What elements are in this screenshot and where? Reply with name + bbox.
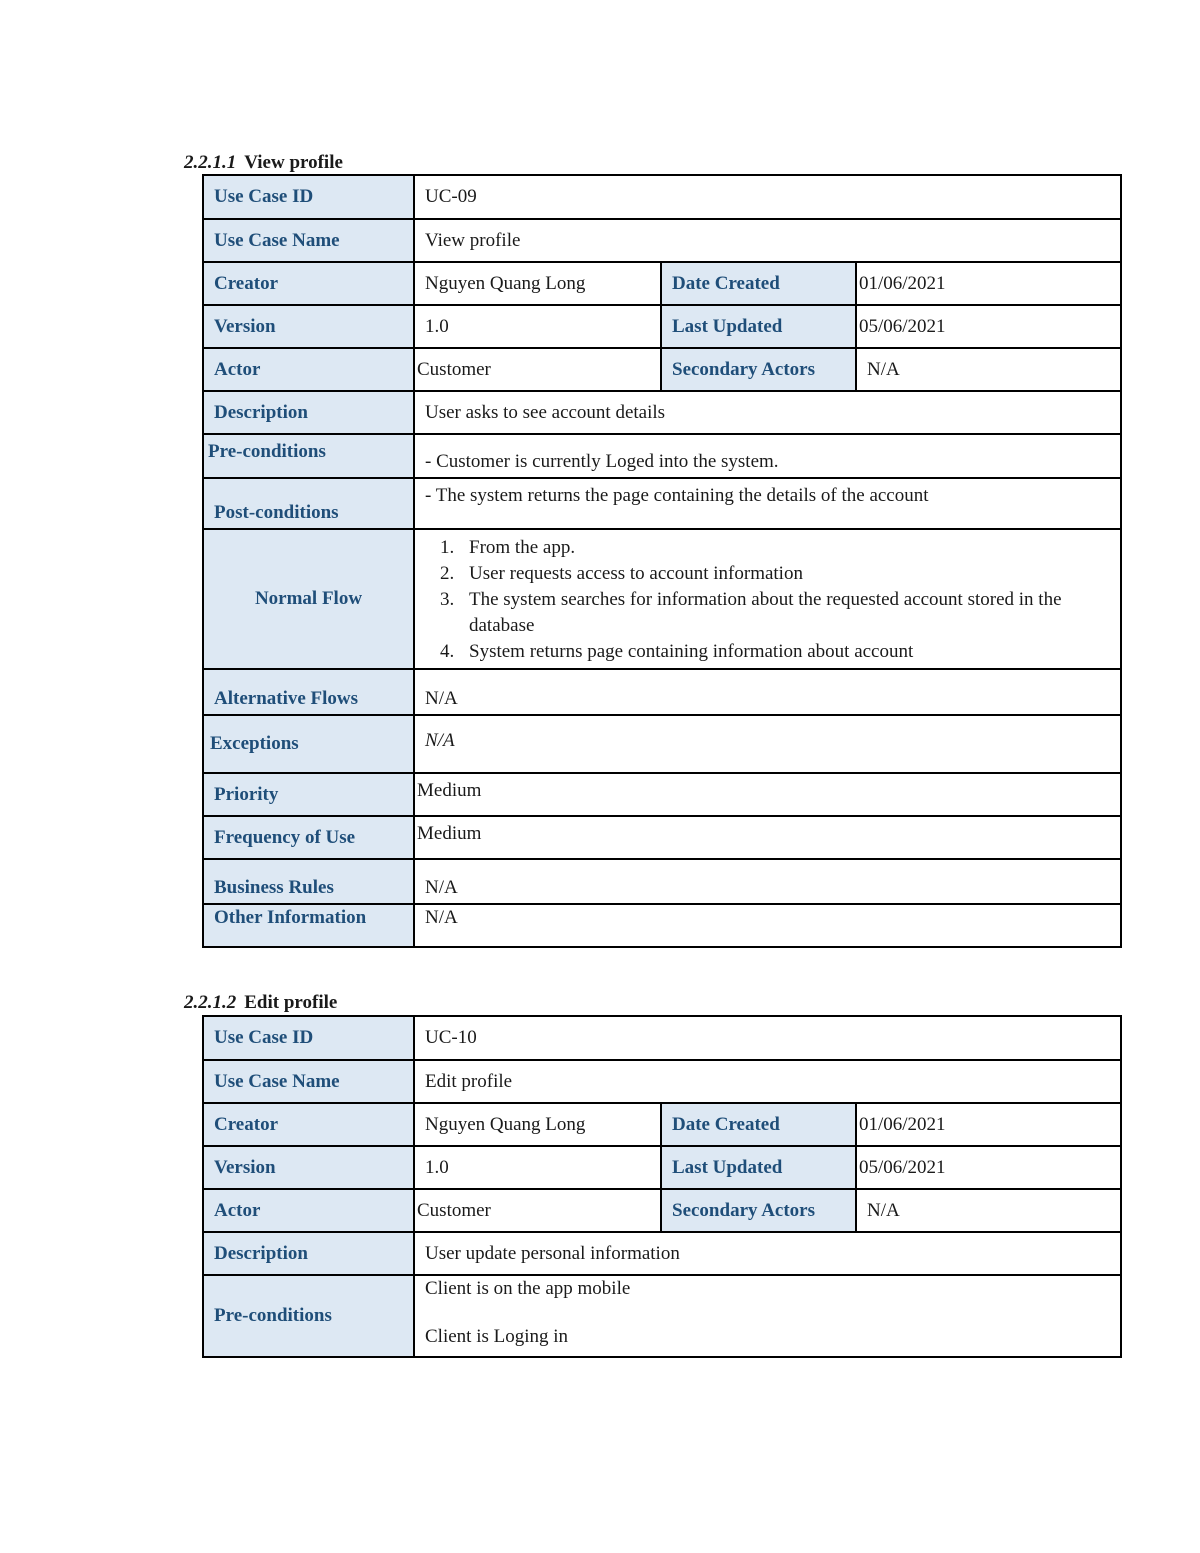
table-row (203, 1275, 1121, 1357)
value-normal-flow (414, 529, 1121, 669)
value-date-created: 01/06/2021 (856, 1103, 1121, 1146)
use-case-table-uc09 (202, 174, 1122, 948)
table-row (203, 478, 1121, 529)
label-frequency-of-use: Frequency of Use (203, 816, 414, 859)
value-priority: Medium (414, 773, 1121, 816)
value-use-case-name: Edit profile (414, 1060, 1121, 1103)
list-item: 1. From the app. (459, 535, 1110, 561)
value-use-case-id: UC-10 (414, 1016, 1121, 1060)
label-description: Description (203, 391, 414, 434)
label-version: Version (203, 305, 414, 348)
list-item: 3. The system searches for information about the requested account stored in the database (459, 587, 1110, 639)
table-row (203, 175, 1121, 219)
spacer (425, 1300, 1110, 1326)
label-use-case-id: Use Case ID (203, 1016, 414, 1060)
value-version: 1.0 (414, 305, 661, 348)
table-row (203, 1060, 1121, 1103)
label-preconditions: Pre-conditions (203, 1275, 414, 1357)
precondition-line: Client is on the app mobile (425, 1278, 631, 1299)
section-heading-view-profile (184, 152, 343, 174)
table-row (203, 715, 1121, 773)
table-row (203, 1103, 1121, 1146)
label-secondary-actors: Secondary Actors (661, 348, 856, 391)
label-use-case-id: Use Case ID (203, 175, 414, 219)
table-row (203, 529, 1121, 669)
table-row (203, 773, 1121, 816)
value-version: 1.0 (414, 1146, 661, 1189)
normal-flow-list (425, 535, 1110, 665)
label-actor: Actor (203, 1189, 414, 1232)
label-date-created: Date Created (661, 1103, 856, 1146)
value-preconditions: - Customer is currently Loged into the system. (414, 434, 1121, 478)
value-other-information: N/A (414, 904, 1121, 947)
value-creator: Nguyen Quang Long (414, 1103, 661, 1146)
label-normal-flow: Normal Flow (203, 529, 414, 669)
value-last-updated: 05/06/2021 (856, 1146, 1121, 1189)
label-actor: Actor (203, 348, 414, 391)
table-row (203, 904, 1121, 947)
label-alternative-flows: Alternative Flows (203, 669, 414, 715)
table-row (203, 669, 1121, 715)
table-row (203, 1232, 1121, 1275)
label-date-created: Date Created (661, 262, 856, 305)
section-heading-edit-profile (184, 992, 337, 1014)
label-last-updated: Last Updated (661, 1146, 856, 1189)
table-row (203, 1146, 1121, 1189)
label-creator: Creator (203, 1103, 414, 1146)
label-postconditions: Post-conditions (203, 478, 414, 529)
table-row (203, 348, 1121, 391)
value-business-rules: N/A (414, 859, 1121, 904)
value-actor: Customer (414, 348, 661, 391)
table-row (203, 434, 1121, 478)
value-date-created: 01/06/2021 (856, 262, 1121, 305)
label-other-information: Other Information (203, 904, 414, 947)
value-description: User asks to see account details (414, 391, 1121, 434)
label-preconditions: Pre-conditions (203, 434, 414, 478)
section-title: View profile (244, 152, 343, 173)
label-version: Version (203, 1146, 414, 1189)
label-secondary-actors: Secondary Actors (661, 1189, 856, 1232)
label-priority: Priority (203, 773, 414, 816)
section-number: 2.2.1.2 (184, 992, 237, 1013)
table-row (203, 219, 1121, 262)
value-actor: Customer (414, 1189, 661, 1232)
value-postconditions: - The system returns the page containing the details of the account (414, 478, 1121, 529)
table-row (203, 816, 1121, 859)
value-last-updated: 05/06/2021 (856, 305, 1121, 348)
table-row (203, 262, 1121, 305)
label-use-case-name: Use Case Name (203, 1060, 414, 1103)
label-exceptions: Exceptions (203, 715, 414, 773)
label-use-case-name: Use Case Name (203, 219, 414, 262)
value-secondary-actors: N/A (856, 1189, 1121, 1232)
label-creator: Creator (203, 262, 414, 305)
value-alternative-flows: N/A (414, 669, 1121, 715)
use-case-table-uc10 (202, 1015, 1122, 1358)
value-use-case-id: UC-09 (414, 175, 1121, 219)
table-row (203, 305, 1121, 348)
section-title: Edit profile (244, 992, 338, 1013)
label-business-rules: Business Rules (203, 859, 414, 904)
value-use-case-name: View profile (414, 219, 1121, 262)
label-last-updated: Last Updated (661, 305, 856, 348)
value-frequency-of-use: Medium (414, 816, 1121, 859)
table-row (203, 859, 1121, 904)
table-row (203, 1189, 1121, 1232)
value-preconditions (414, 1275, 1121, 1357)
value-description: User update personal information (414, 1232, 1121, 1275)
section-number: 2.2.1.1 (184, 152, 237, 173)
value-exceptions: N/A (414, 715, 1121, 773)
label-description: Description (203, 1232, 414, 1275)
precondition-line: Client is Loging in (425, 1326, 569, 1347)
value-secondary-actors: N/A (856, 348, 1121, 391)
list-item: 2. User requests access to account information (459, 561, 1110, 587)
list-item: 4. System returns page containing information about account (459, 639, 1110, 665)
value-creator: Nguyen Quang Long (414, 262, 661, 305)
table-row (203, 1016, 1121, 1060)
table-row (203, 391, 1121, 434)
